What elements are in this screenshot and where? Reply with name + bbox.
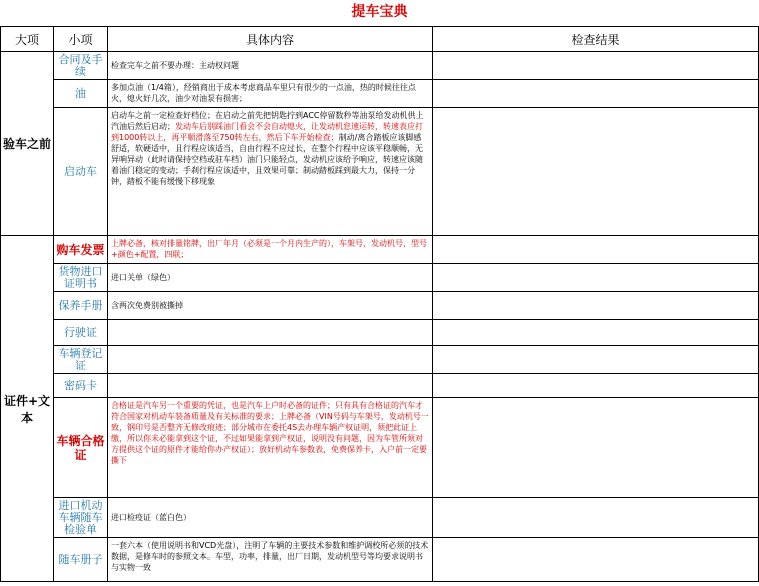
- result-cell[interactable]: [433, 398, 759, 498]
- item-maintenance-manual: 保养手册: [54, 292, 108, 320]
- table-row: [1, 498, 759, 538]
- content-password-card: [108, 374, 433, 398]
- table-row: [1, 52, 759, 80]
- item-import-inspection: 进口机动车辆随车检验单: [54, 498, 108, 538]
- table-row: [1, 538, 759, 582]
- item-conformity-certificate: 车辆合格证: [54, 398, 108, 498]
- item-password-card: 密码卡: [54, 374, 108, 398]
- item-vehicle-booklet: 随车册子: [54, 538, 108, 582]
- table-row: [1, 80, 759, 108]
- content-start-car: [108, 108, 433, 236]
- content-driving-license: [108, 320, 433, 346]
- content-import-certificate: 进口关单（绿色）: [108, 264, 433, 292]
- table-row: [1, 264, 759, 292]
- header-result: 检查结果: [433, 27, 759, 52]
- header-content: 具体内容: [108, 27, 433, 52]
- item-contract: 合同及手续: [54, 52, 108, 80]
- result-cell[interactable]: [433, 236, 759, 264]
- header-row: [1, 27, 759, 52]
- content-start-car-part1: 启动车之前一定检查好档位；在启动之前先把钥匙拧到ACC停留数秒等油泵给发动机供上汽油后然后启动；: [111, 111, 424, 131]
- content-maintenance-manual: 含两次免费别被撕掉: [108, 292, 433, 320]
- table-row: [1, 398, 759, 498]
- table-row: [1, 320, 759, 346]
- content-import-inspection: 进口检疫证（蓝白色）: [108, 498, 433, 538]
- result-cell[interactable]: [433, 320, 759, 346]
- result-cell[interactable]: [433, 108, 759, 236]
- header-category: 大项: [1, 27, 54, 52]
- content-registration: [108, 346, 433, 374]
- result-cell[interactable]: [433, 292, 759, 320]
- table-row: [1, 374, 759, 398]
- result-cell[interactable]: [433, 80, 759, 108]
- content-contract: 检查完车之前不要办理：主动权问题: [108, 52, 433, 80]
- result-cell[interactable]: [433, 538, 759, 582]
- content-invoice: 上牌必备，核对排量铭牌，出厂年月（必须是一个月内生产的），车架号，发动机号，型号+颜色+配置，四联；: [108, 236, 433, 264]
- item-driving-license: 行驶证: [54, 320, 108, 346]
- result-cell[interactable]: [433, 374, 759, 398]
- item-fuel: 油: [54, 80, 108, 108]
- content-start-car-part2: 发动车后别踩油门看会不会自动熄火，让发动机怠速运转，转速表应打到1000转以上，再平顺滑落至750转左右，然后下车开始检查；: [111, 122, 423, 142]
- category-inspection: 验车之前: [1, 52, 54, 236]
- content-start-car-part3: 制动/离合踏板应该脚感舒适，软硬适中，且行程应该适当，自由行程不应过长，在整个行程中应该平稳顺畅，无异响异动（此时请保持空档或驻车档）油门只能轻点，发动机应该给予响应，转速应该随着油门稳定的变动；手刹行程应该适中，且效果可靠；制动踏板踩到最大力，保持一分钟，踏板不能有缓慢下移现象: [111, 133, 423, 186]
- result-cell[interactable]: [433, 498, 759, 538]
- result-cell[interactable]: [433, 52, 759, 80]
- item-import-certificate: 货物进口证明书: [54, 264, 108, 292]
- table-row: [1, 108, 759, 236]
- table-row: [1, 292, 759, 320]
- category-documents: 证件+文本: [1, 236, 54, 582]
- checklist-table: [0, 26, 759, 582]
- content-fuel: 多加点油（1/4箱），经销商出于成本考虑商品车里只有很少的一点油，热的时候往往点火，熄火好几次，油少对油泵有损害；: [108, 80, 433, 108]
- table-row: [1, 236, 759, 264]
- result-cell[interactable]: [433, 346, 759, 374]
- item-start-car: 启动车: [54, 108, 108, 236]
- item-registration: 车辆登记证: [54, 346, 108, 374]
- content-vehicle-booklet: 一套六本（使用说明书和VCD光盘），注明了车辆的主要技术参数和维护调校所必须的技术数据，是修车时的参照文本。车型，功率，排量，出厂日期，发动机型号等均要求说明书与实物一致: [108, 538, 433, 582]
- content-conformity-certificate: 合格证是汽车另一个重要的凭证，也是汽车上户时必备的证件；只有具有合格证的汽车才符合国家对机动车装备质量及有关标准的要求；上牌必备（VIN号码与车架号，发动机号一致，钢印号是否整齐无修改痕迹；部分城市在委托4S去办理车辆产权证明，须把此证上缴，所以你未必能拿到这个证，不过如果能拿到产权证，说明没有问题，因为车管所须对方提供这个证的原件才能给你办产权证）；放好机动车参数表，免费保养卡，入户前一定要撕下: [108, 398, 433, 498]
- result-cell[interactable]: [433, 264, 759, 292]
- sheet-title: 提车宝典: [351, 4, 408, 20]
- table-row: [1, 346, 759, 374]
- item-invoice: 购车发票: [54, 236, 108, 264]
- header-item: 小项: [54, 27, 108, 52]
